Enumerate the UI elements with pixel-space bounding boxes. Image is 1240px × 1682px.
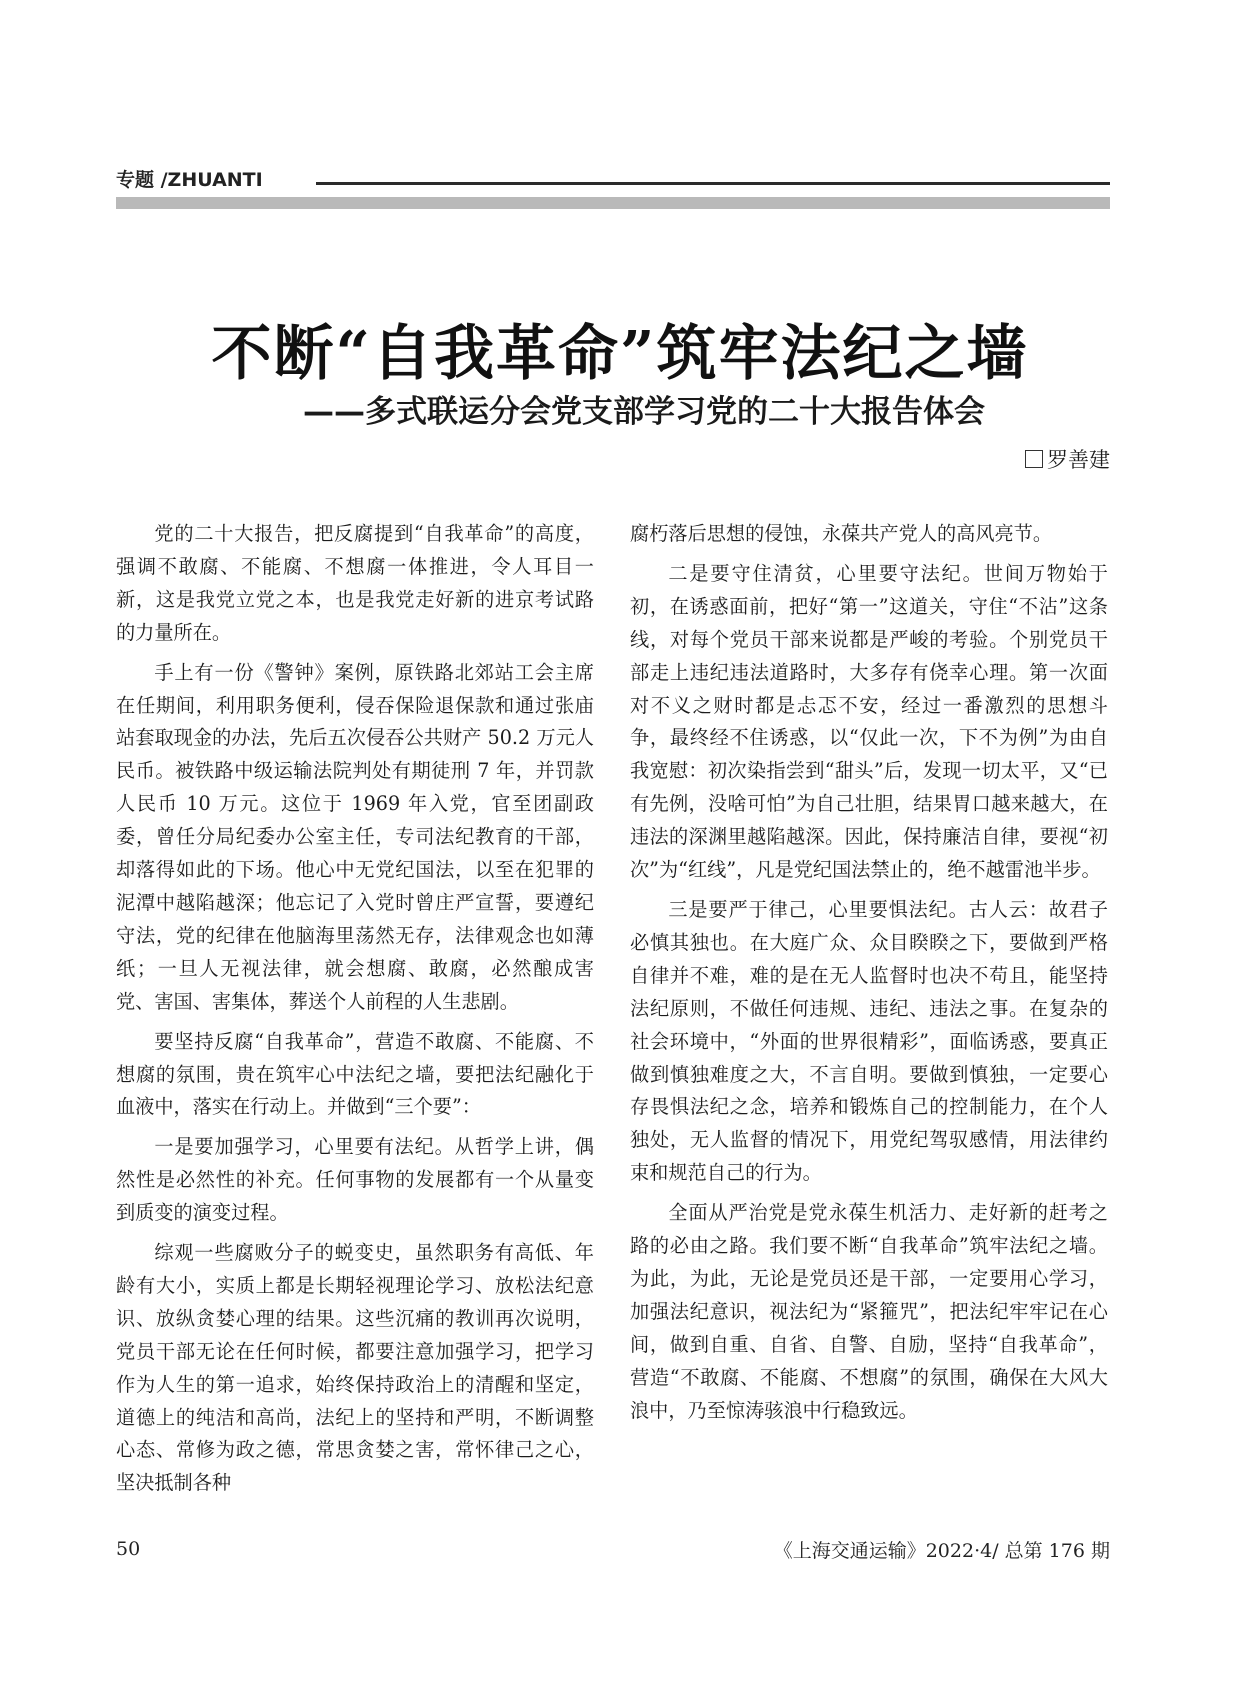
section-label: 专题 /ZHUANTI (116, 168, 275, 192)
paragraph: 手上有一份《警钟》案例，原铁路北郊站工会主席在任期间，利用职务便利，侵吞保险退保款和通过张庙站套取现金的办法，先后五次侵吞公共财产 50.2 万元人民币。被铁路中级运输法院判处有期徒刑 7 年，并罚款人民币 10 万元。这位于 1969 年入党，官至团副政委，曾任分局纪委办公室主任，专司法纪教育的干部，却落得如此的下场。他心中无党纪国法，以至在犯罪的泥潭中越陷越深；他忘记了入党时曾庄严宣誓，要遵纪守法，党的纪律在他脑海里荡然无存，法律观念也如薄纸；一旦人无视法律，就会想腐、敢腐，必然酿成害党、害国、害集体，葬送个人前程的人生悲剧。 (116, 660, 594, 1013)
paragraph: 综观一些腐败分子的蜕变史，虽然职务有高低、年龄有大小，实质上都是长期轻视理论学习、放松法纪意识、放纵贪婪心理的结果。这些沉痛的教训再次说明，党员干部无论在任何时候，都要注意加强学习，把学习作为人生的第一追求，始终保持政治上的清醒和坚定，道德上的纯洁和高尚，法纪上的坚持和严明，不断调整心态、常修为政之德，常思贪婪之害，常怀律己之心，坚决抵制各种 (116, 1241, 594, 1495)
page-number: 50 (116, 1538, 141, 1560)
article-subtitle: ——多式联运分会党支部学习党的二十大报告体会 (303, 394, 985, 430)
paragraph: 全面从严治党是党永葆生机活力、走好新的赶考之路的必由之路。我们要不断“自我革命”筑牢法纪之墙。为此，为此，无论是党员还是干部，一定要用心学习，加强法纪意识，视法纪为“紧箍咒”，把法纪牢牢记在心间，做到自重、自省、自警、自励，坚持“自我革命”，营造“不敢腐、不能腐、不想腐”的氛围，确保在大风大浪中，乃至惊涛骇浪中行稳致远。 (630, 1201, 1108, 1422)
section-header (116, 168, 1110, 212)
header-gray-bar (116, 197, 1110, 209)
author-byline (1025, 446, 1110, 474)
article-title: 不断“自我革命”筑牢法纪之墙 (211, 319, 1029, 389)
paragraph: 党的二十大报告，把反腐提到“自我革命”的高度，强调不敢腐、不能腐、不想腐一体推进，令人耳目一新，这是我党立党之本，也是我党走好新的进京考试路的力量所在。 (116, 522, 594, 644)
byline-box-icon (1025, 450, 1043, 468)
paragraph-continued: 腐朽落后思想的侵蚀，永葆共产党人的高风亮节。 (630, 522, 1053, 545)
paragraph: 二是要守住清贫，心里要守法纪。世间万物始于初，在诱惑面前，把好“第一”这道关，守住“不沾”这条线，对每个党员干部来说都是严峻的考验。个别党员干部走上违纪违法道路时，大多存有侥幸心理。第一次面对不义之财时都是忐忑不安，经过一番激烈的思想斗争，最终经不住诱惑，以“仅此一次，下不为例”为由自我宽慰：初次染指尝到“甜头”后，发现一切太平，又“已有先例，没啥可怕”为自己壮胆，结果胃口越来越大，在违法的深渊里越陷越深。因此，保持廉洁自律，要视“初次”为“红线”，凡是党纪国法禁止的，绝不越雷池半步。 (630, 561, 1108, 882)
header-rule (316, 182, 1110, 185)
paragraph: 三是要严于律己，心里要惧法纪。古人云：故君子必慎其独也。在大庭广众、众目睽睽之下，要做到严格自律并不难，难的是在无人监督时也决不苟且，能坚持法纪原则，不做任何违规、违纪、违法之事。在复杂的社会环境中，“外面的世界很精彩”，面临诱惑，要真正做到慎独难度之大，不言自明。要做到慎独，一定要心存畏惧法纪之念，培养和锻炼自己的控制能力，在个人独处，无人监督的情况下，用党纪驾驭感情，用法律约束和规范自己的行为。 (630, 897, 1108, 1185)
left-column (116, 518, 594, 1507)
author-name: 罗善建 (1047, 448, 1110, 472)
journal-footer: 《上海交通运输》2022·4/ 总第 176 期 (773, 1540, 1110, 1562)
paragraph: 一是要加强学习，心里要有法纪。从哲学上讲，偶然性是必然性的补充。任何事物的发展都有一个从量变到质变的演变过程。 (116, 1135, 594, 1225)
right-column (630, 518, 1108, 1434)
paragraph: 要坚持反腐“自我革命”，营造不敢腐、不能腐、不想腐的氛围，贵在筑牢心中法纪之墙，要把法纪融化于血液中，落实在行动上。并做到“三个要”： (116, 1029, 594, 1119)
